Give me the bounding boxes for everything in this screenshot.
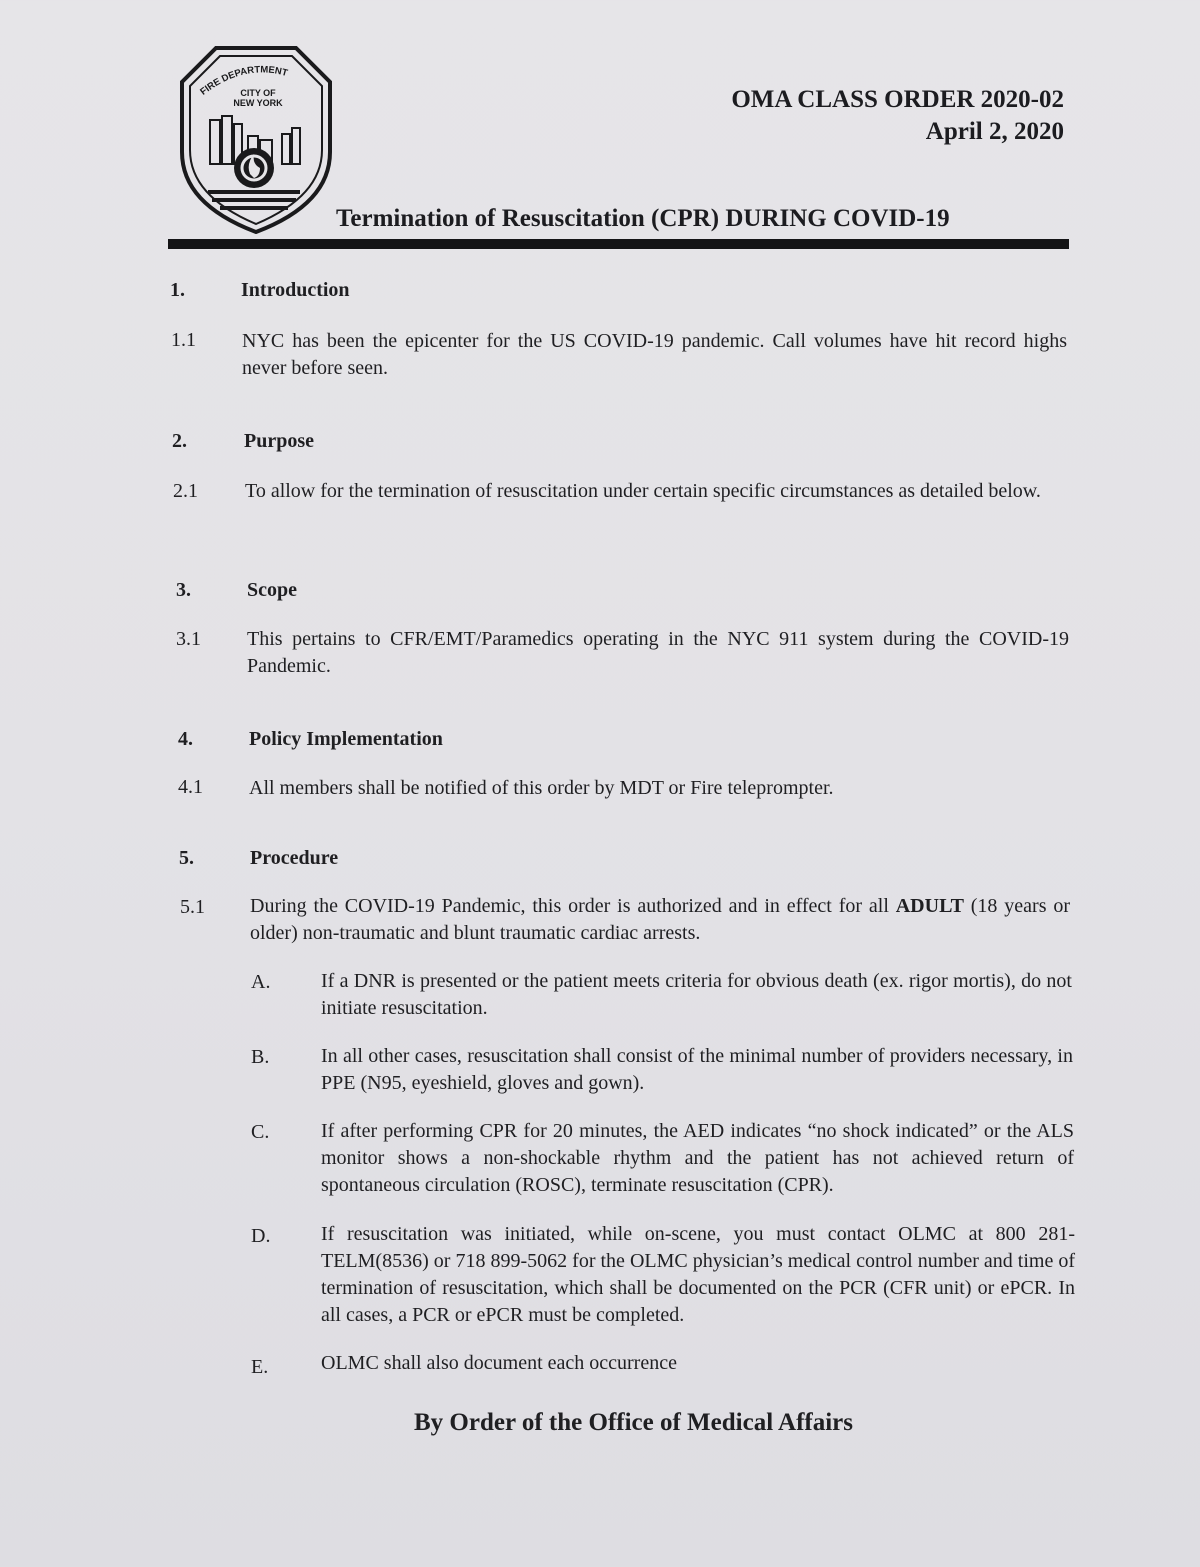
badge-text-city: CITY OF <box>240 88 276 98</box>
badge-text-top: FIRE DEPARTMENT <box>198 64 289 98</box>
section-5-number: 5. <box>179 847 194 869</box>
subsection-1-1-number: 1.1 <box>171 329 196 351</box>
adult-emphasis: ADULT <box>895 895 964 917</box>
item-b-text: In all other cases, resuscitation shall consist of the minimal number of providers necessary, in PPE (N95, eyeshield, gloves and gown). <box>321 1045 1073 1094</box>
section-1-number: 1. <box>170 279 185 301</box>
subsection-5-1-text-start: During the COVID-19 Pandemic, this order is authorized and in effect for all <box>250 895 896 917</box>
item-b-letter: B. <box>251 1046 270 1068</box>
subsection-4-1-number: 4.1 <box>178 776 203 798</box>
subsection-3-1-number: 3.1 <box>176 628 201 650</box>
section-2-number: 2. <box>172 430 187 452</box>
item-c-text: If after performing CPR for 20 minutes, the AED indicates “no shock indicated” or the ALS monitor shows a non-shockable rhythm and the patient has not achieved return of spontaneous circulation (ROSC), terminate resuscitation (CPR). <box>321 1120 1074 1196</box>
subsection-1-1-text: NYC has been the epicenter for the US COVID-19 pandemic. Call volumes have hit record highs never before seen. <box>242 330 1067 379</box>
badge-text-ny: NEW YORK <box>233 98 283 108</box>
item-c-letter: C. <box>251 1121 270 1143</box>
fdny-badge-icon <box>178 44 334 234</box>
item-a-text: If a DNR is presented or the patient meets criteria for obvious death (ex. rigor mortis), do not initiate resuscitation. <box>321 970 1072 1019</box>
subsection-3-1-text: This pertains to CFR/EMT/Paramedics operating in the NYC 911 system during the COVID-19 Pandemic. <box>247 628 1069 677</box>
item-d-text: If resuscitation was initiated, while on-scene, you must contact OLMC at 800 281-TELM(8536) or 718 899-5062 for the OLMC physician’s medical control number and time of termination of resuscitation, which shall be documented on the PCR (CFR unit) or ePCR. In all cases, a PCR or ePCR must be completed. <box>321 1223 1075 1326</box>
item-d-letter: D. <box>251 1225 271 1247</box>
section-3-number: 3. <box>176 579 191 601</box>
item-e-text: OLMC shall also document each occurrence <box>321 1352 677 1374</box>
order-number: OMA CLASS ORDER 2020-02 <box>731 86 1064 113</box>
section-1-heading: Introduction <box>241 279 350 301</box>
subsection-5-1-number: 5.1 <box>180 896 205 918</box>
section-3-heading: Scope <box>247 579 297 601</box>
order-date: April 2, 2020 <box>925 118 1064 145</box>
section-5-heading: Procedure <box>250 847 339 869</box>
document-title: Termination of Resuscitation (CPR) DURING COVID-19 <box>336 205 950 232</box>
item-a-letter: A. <box>251 971 271 993</box>
subsection-4-1-text: All members shall be notified of this order by MDT or Fire teleprompter. <box>249 777 834 799</box>
order-header <box>731 84 1064 148</box>
signature-line: By Order of the Office of Medical Affairs <box>413 1409 853 1436</box>
subsection-5-1-text-end: (18 years or older) non-traumatic and blunt traumatic cardiac arrests. <box>250 895 1070 944</box>
item-e-letter: E. <box>251 1356 269 1378</box>
section-4-number: 4. <box>178 728 193 750</box>
section-2-heading: Purpose <box>244 430 314 452</box>
subsection-2-1-number: 2.1 <box>173 480 198 502</box>
subsection-2-1-text: To allow for the termination of resuscitation under certain specific circumstances as detailed below. <box>245 480 1041 502</box>
subsection-5-1-text <box>250 893 1070 947</box>
title-rule <box>168 239 1069 249</box>
section-4-heading: Policy Implementation <box>249 728 443 750</box>
